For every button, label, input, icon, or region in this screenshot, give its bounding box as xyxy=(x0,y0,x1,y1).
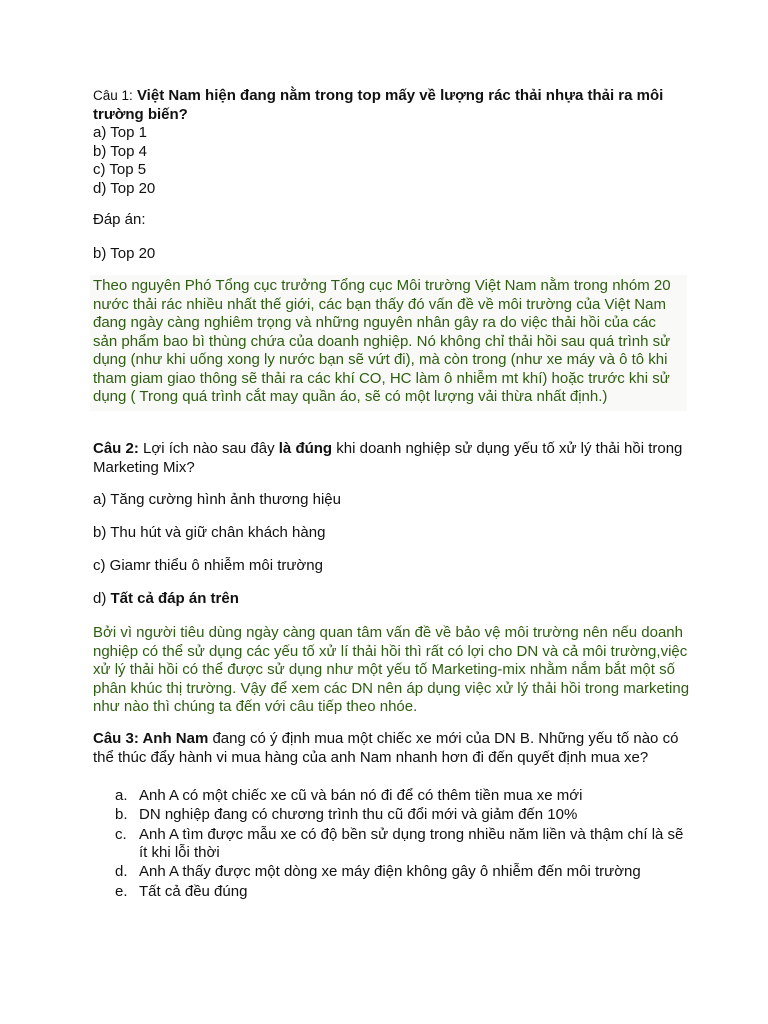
question-1-explanation: Theo nguyên Phó Tổng cục trưởng Tổng cục Môi trường Việt Nam nằm trong nhóm 20 nước thải rác nhiều nhất thế giới, các bạn thấy đó vấn đề về môi trường của Việt Nam đang ngày càng nghiêm trọng và những nguyên nhân gây ra do việc thải hồi của các sản phẩm bao bì thùng chứa của doanh nghiệp. Nó không chỉ thải hồi sau quá trình sử dụng (như khi uống xong ly nước bạn sẽ vứt đi), mà còn trong (như xe máy và ô tô khi tham giam giao thông sẽ thải ra các khí CO, HC làm ô nhiễm mt khí) hoặc trước khi sử dụng ( Trong quá trình cắt may quần áo, sẽ có một lượng vải thừa nhất định.) xyxy=(90,275,687,411)
question-2-option-d xyxy=(93,590,693,609)
option-text: DN nghiệp đang có chương trình thu cũ đổi mới và giảm đến 10% xyxy=(139,806,578,824)
question-2-number: Câu 2: xyxy=(93,440,139,457)
option-text: Anh A tìm được mẫu xe có độ bền sử dụng trong nhiều năm liền và thậm chí là sẽ ít khi lỗi thời xyxy=(139,825,684,862)
question-1-option-b: b) Top 4 xyxy=(93,142,147,160)
question-3-text: đang có ý định mua một chiếc xe mới của DN B. Những yếu tố nào có thể thúc đẩy hành vi mua hàng của anh Nam nhanh hơn đi đến quyết định mua xe? xyxy=(93,730,679,766)
option-text: Anh A thấy được một dòng xe máy điện không gây ô nhiễm đến môi trường xyxy=(139,863,641,881)
option-marker: c. xyxy=(115,825,127,843)
question-1 xyxy=(93,87,693,198)
question-3 xyxy=(93,730,693,767)
question-1-text: Việt Nam hiện đang nằm trong top mấy về lượng rác thải nhựa thải ra môi trường biến? xyxy=(93,87,664,123)
question-1-number: Câu 1: xyxy=(93,88,133,103)
question-3-option-e xyxy=(93,883,693,902)
question-2-option-d-text: Tất cả đáp án trên xyxy=(110,590,239,607)
question-2 xyxy=(93,440,693,477)
question-1-answer: b) Top 20 xyxy=(93,245,156,262)
option-marker: e. xyxy=(115,882,128,900)
question-1-option-d: d) Top 20 xyxy=(93,179,156,197)
option-text: Anh A có một chiếc xe cũ và bán nó đi để có thêm tiền mua xe mới xyxy=(139,787,583,804)
question-3-option-b xyxy=(93,806,693,825)
question-2-emphasis: là đúng xyxy=(278,440,333,457)
question-3-name: Anh Nam xyxy=(138,730,209,747)
question-2-option-d-prefix: d) xyxy=(93,590,111,607)
question-2-explanation: Bởi vì người tiêu dùng ngày càng quan tâm vấn đề về bảo vệ môi trường nên nếu doanh nghiệp có thể sử dụng các yếu tố xử lí thải hồi thì rất có lợi cho DN và cả môi trường,việc xử lý thải hồi có thể được sử dụng như một yếu tố Marketing-mix nhằm nắm bắt một số phân khúc thị trường. Vậy để xem các DN nên áp dụng việc xử lý thải hồi trong marketing như nào thì chúng ta đến với câu tiếp theo nhóe. xyxy=(93,624,690,715)
option-marker: a. xyxy=(115,787,128,804)
question-2-option-a: a) Tăng cường hình ảnh thương hiệu xyxy=(93,491,341,508)
option-marker: b. xyxy=(115,806,128,824)
answer-label: Đáp án: xyxy=(93,211,146,228)
question-1-option-a: a) Top 1 xyxy=(93,124,147,141)
question-3-options xyxy=(93,787,693,902)
option-text: Tất cả đều đúng xyxy=(139,882,248,900)
question-3-option-d xyxy=(93,863,693,882)
question-2-text-part1: Lợi ích nào sau đây xyxy=(138,440,279,457)
option-marker: d. xyxy=(115,863,128,881)
question-2-option-c: c) Giamr thiểu ô nhiễm môi trường xyxy=(93,557,323,574)
question-3-option-c xyxy=(93,826,693,863)
question-3-option-a xyxy=(93,787,693,806)
question-1-option-c: c) Top 5 xyxy=(93,161,147,178)
question-2-option-b: b) Thu hút và giữ chân khách hàng xyxy=(93,524,326,541)
question-3-number: Câu 3: xyxy=(93,730,139,747)
question-2-text-part2: khi doanh nghiệp sử dụng yếu tố xử lý thải hồi trong Marketing Mix? xyxy=(93,440,683,476)
